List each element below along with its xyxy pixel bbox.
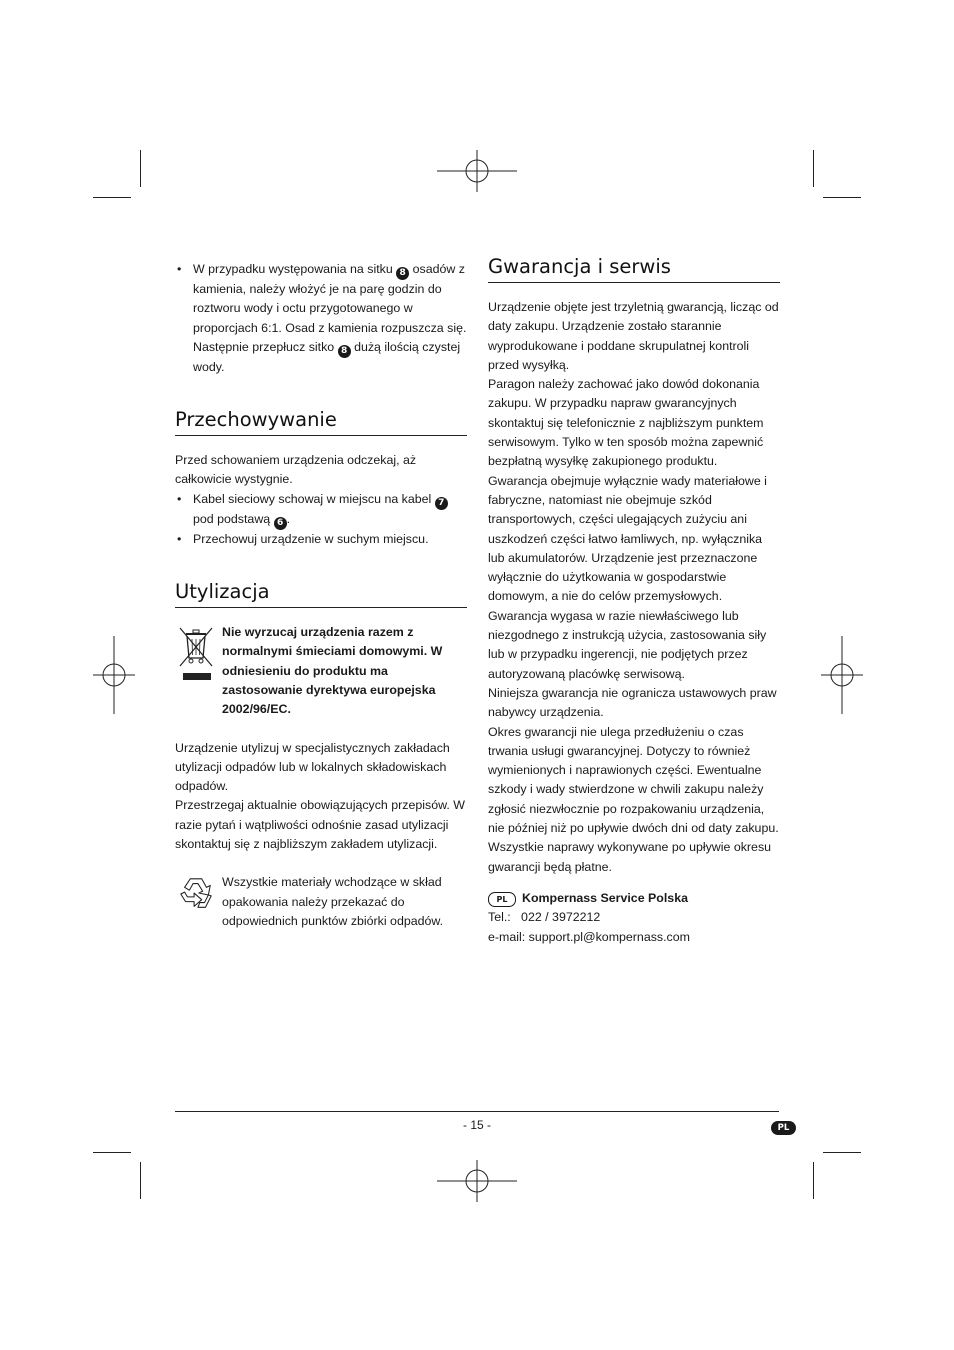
crossed-bin-icon bbox=[177, 625, 215, 683]
text: Kabel sieciowy schowaj w miejscu na kabel bbox=[193, 491, 435, 506]
recycling-note bbox=[175, 873, 467, 931]
registration-mark-bottom bbox=[437, 1160, 517, 1202]
crop-mark bbox=[823, 197, 861, 198]
crop-mark bbox=[813, 1162, 814, 1199]
right-column bbox=[488, 254, 780, 947]
part-marker: 7 bbox=[435, 497, 448, 510]
service-name-line bbox=[488, 889, 780, 908]
disposal-para2: Przestrzegaj aktualnie obowiązujących przepisów. W razie pytań i wątpliwości odnośnie zasad utylizacji skontaktuj się z najbliższym zakładem utylizacji. bbox=[175, 798, 465, 852]
service-contact bbox=[488, 889, 780, 947]
left-column bbox=[175, 260, 467, 931]
storage-item: • Przechowuj urządzenie w suchym miejscu. bbox=[175, 530, 467, 549]
weee-warning bbox=[175, 623, 467, 719]
crop-mark bbox=[140, 1162, 141, 1199]
warranty-para: Okres gwarancji nie ulega przedłużeniu o czas trwania usługi gwarancyjnej. Dotyczy to również wymienionych i naprawionych części. Ewentualne szkody i wady stwierdzone w chwili zakupu należy zgłosić niezwłocznie po rozpakowaniu urządzenia, nie później niż po upływie dwóch dni od daty zakupu. Wszystkie naprawy wykonywane po upływie okresu gwarancji będą płatne. bbox=[488, 724, 779, 874]
recycle-icon bbox=[177, 875, 215, 913]
part-marker: 6 bbox=[274, 517, 287, 530]
storage-list bbox=[175, 490, 467, 549]
cleaning-list bbox=[175, 260, 467, 377]
storage-item bbox=[175, 490, 467, 530]
registration-mark-top bbox=[437, 150, 517, 192]
service-phone: Tel.: 022 / 3972212 bbox=[488, 910, 601, 925]
text: . bbox=[286, 511, 291, 526]
recycling-note-text: Wszystkie materiały wchodzące w skład opakowania należy przekazać do odpowiednich punktów zbiórki odpadów. bbox=[222, 875, 444, 928]
disposal-para1: Urządzenie utylizuj w specjalistycznych zakładach utylizacji odpadów lub w lokalnych składowiskach odpadów. bbox=[175, 740, 450, 794]
storage-heading: Przechowywanie bbox=[175, 407, 467, 436]
language-badge: PL bbox=[771, 1121, 796, 1135]
text: pod podstawą bbox=[193, 511, 274, 526]
warranty-para: Niniejsza gwarancja nie ogranicza ustawowych praw nabywcy urządzenia. bbox=[488, 685, 777, 720]
registration-mark-left bbox=[93, 636, 135, 714]
warranty-para: Gwarancja wygasa w razie niewłaściwego lub niezgodnego z instrukcją użycia, zastosowania siły lub w przypadku ingerencji, nie podjętych przez autoryzowaną placówkę serwisową. bbox=[488, 608, 767, 681]
warranty-para: Paragon należy zachować jako dowód dokonania zakupu. W przypadku napraw gwarancyjnych skontaktuj się telefonicznie z najbliższym punktem serwisowym. Tylko w ten sposób można zapewnić bezpłatną wysyłkę zakupionego produktu. bbox=[488, 377, 764, 469]
text: W przypadku występowania na sitku bbox=[193, 262, 397, 276]
crop-mark bbox=[813, 150, 814, 187]
service-name: Kompernass Service Polska bbox=[522, 890, 688, 905]
text: osadów z kamienia, należy włożyć je na parę godzin do roztworu wody i octu przygotowanego w proporcjach 6:1. Osad z kamienia rozpuszcza się. Następnie przepłucz sitko bbox=[193, 262, 467, 354]
page-number: - 15 - bbox=[462, 1118, 491, 1132]
storage-intro: Przed schowaniem urządzenia odczekaj, aż całkowicie wystygnie. bbox=[175, 453, 417, 487]
warranty-para: Urządzenie objęte jest trzyletnią gwarancją, licząc od daty zakupu. Urządzenie zostało starannie wyprodukowane i poddane skrupulatnej kontroli przed wysyłką. bbox=[488, 300, 779, 372]
disposal-heading: Utylizacja bbox=[175, 579, 467, 608]
warranty-para: Gwarancja obejmuje wyłącznie wady materiałowe i fabryczne, natomiast nie obejmuje szkód transportowych, części ulegających zużyciu ani uszkodzeń części łatwo łamliwych, np. wyłącznika lub akumulatorów. Urządzenie jest przeznaczone wyłącznie do użytkowania w gospodarstwie domowym, a nie do celów przemysłowych. bbox=[488, 473, 767, 604]
registration-mark-right bbox=[821, 636, 863, 714]
crop-mark bbox=[823, 1152, 861, 1153]
part-marker: 8 bbox=[338, 345, 351, 358]
warranty-heading: Gwarancja i serwis bbox=[488, 254, 780, 283]
crop-mark bbox=[93, 1152, 131, 1153]
cleaning-item bbox=[175, 260, 467, 377]
part-marker: 8 bbox=[396, 267, 409, 280]
country-badge: PL bbox=[488, 892, 516, 907]
weee-warning-text: Nie wyrzucaj urządzenia razem z normalnymi śmieciami domowymi. W odniesieniu do produktu ma zastosowanie dyrektywa europejska 2002/96/EC. bbox=[222, 625, 443, 717]
crop-mark bbox=[140, 150, 141, 187]
warranty-paragraphs bbox=[488, 298, 780, 877]
service-email: e-mail: support.pl@kompernass.com bbox=[488, 929, 690, 944]
footer-rule bbox=[175, 1111, 779, 1112]
crop-mark bbox=[93, 197, 131, 198]
text: dużą ilością czystej wody. bbox=[193, 339, 461, 374]
